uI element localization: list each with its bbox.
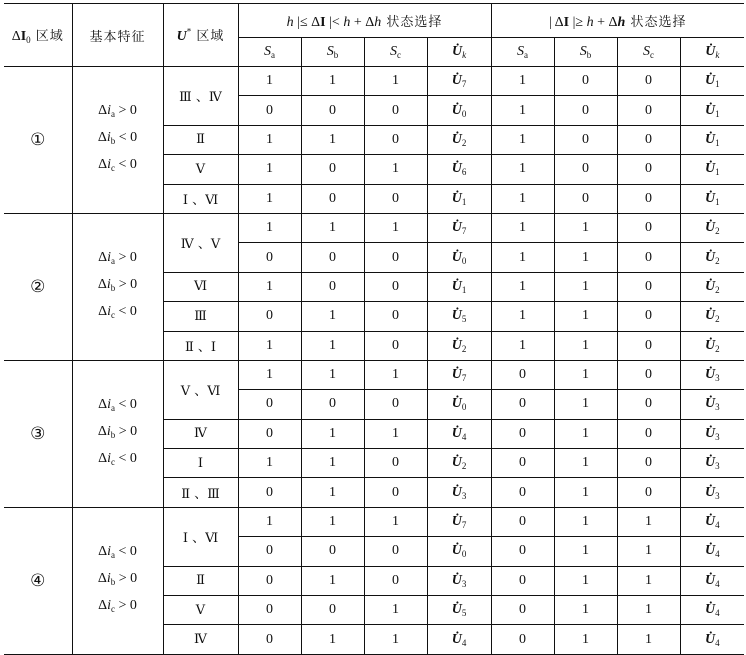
cell-uk: $U̇_1$: [427, 184, 491, 213]
cell-sc: 1: [364, 213, 427, 242]
header-sb: $S_b$: [301, 38, 364, 67]
cell-uk2: $U̇_2$: [680, 243, 744, 272]
cell-sb: 0: [301, 537, 364, 566]
cell-uk: $U̇_2$: [427, 331, 491, 360]
cell-uk: $U̇_5$: [427, 596, 491, 625]
cell-sb: 1: [301, 302, 364, 331]
cell-sa2: 0: [491, 596, 554, 625]
cell-sb: 1: [301, 213, 364, 242]
cell-sb2: 0: [554, 125, 617, 154]
cell-sb2: 0: [554, 155, 617, 184]
cell-sa: 0: [238, 596, 301, 625]
cell-uk: $U̇_4$: [427, 625, 491, 654]
cell-sc2: 0: [617, 360, 680, 389]
cell-uk2: $U̇_2$: [680, 272, 744, 301]
cell-sa2: 1: [491, 213, 554, 242]
cell-sb: 1: [301, 478, 364, 507]
cell-uk2: $U̇_4$: [680, 537, 744, 566]
cell-sa2: 1: [491, 96, 554, 125]
cell-sc: 0: [364, 478, 427, 507]
cell-uk: $U̇_7$: [427, 213, 491, 242]
cell-sc2: 1: [617, 625, 680, 654]
cell-sc2: 0: [617, 419, 680, 448]
cell-sb: 1: [301, 625, 364, 654]
cell-sc2: 1: [617, 507, 680, 536]
cell-sc: 0: [364, 125, 427, 154]
cell-uk2: $U̇_1$: [680, 155, 744, 184]
u-region-cell: Ⅰ 、Ⅵ: [163, 507, 238, 566]
u-region-cell: Ⅳ: [163, 625, 238, 654]
cell-sb: 1: [301, 331, 364, 360]
cell-sa2: 1: [491, 125, 554, 154]
cell-sb: 0: [301, 243, 364, 272]
cell-sc2: 0: [617, 213, 680, 242]
cell-uk2: $U̇_1$: [680, 125, 744, 154]
cell-sc2: 0: [617, 478, 680, 507]
cell-uk: $U̇_2$: [427, 125, 491, 154]
cell-sa2: 0: [491, 449, 554, 478]
u-region-cell: Ⅴ: [163, 155, 238, 184]
cell-sc2: 0: [617, 302, 680, 331]
cell-uk2: $U̇_4$: [680, 566, 744, 595]
cell-sa2: 1: [491, 272, 554, 301]
cell-sb: 0: [301, 96, 364, 125]
cell-sb2: 1: [554, 243, 617, 272]
u-region-cell: Ⅲ: [163, 302, 238, 331]
cell-sb2: 1: [554, 272, 617, 301]
cell-uk: $U̇_3$: [427, 478, 491, 507]
cell-sc: 1: [364, 419, 427, 448]
header-sc: $S_c$: [364, 38, 427, 67]
cell-sa: 1: [238, 331, 301, 360]
cell-sa2: 0: [491, 360, 554, 389]
cell-sa: 1: [238, 213, 301, 242]
cell-sb: 1: [301, 566, 364, 595]
cell-sc2: 0: [617, 155, 680, 184]
cell-sb2: 1: [554, 213, 617, 242]
cell-sc2: 0: [617, 125, 680, 154]
cell-sa: 1: [238, 360, 301, 389]
table-row: [4, 67, 744, 96]
header-u-region: U* 区域: [163, 4, 238, 67]
header-uk2: $U̇_k$: [680, 38, 744, 67]
cell-sa2: 0: [491, 625, 554, 654]
header-group1: h |≤ ΔI |< h + Δh 状态选择: [238, 4, 491, 38]
cell-uk: $U̇_4$: [427, 419, 491, 448]
cell-uk2: $U̇_3$: [680, 419, 744, 448]
cell-sc2: 0: [617, 331, 680, 360]
state-selection-table: [4, 3, 744, 655]
feature-cell: $\Delta i_a > 0$ $\Delta i_b < 0$ $\Delta i_c < 0$: [72, 67, 163, 214]
cell-sa2: 1: [491, 243, 554, 272]
cell-sc: 0: [364, 272, 427, 301]
cell-sb2: 1: [554, 625, 617, 654]
cell-sb2: 1: [554, 566, 617, 595]
feature-cell: $\Delta i_a < 0$ $\Delta i_b > 0$ $\Delta i_c > 0$: [72, 507, 163, 654]
cell-sb2: 1: [554, 419, 617, 448]
cell-sa: 0: [238, 625, 301, 654]
cell-sc2: 0: [617, 272, 680, 301]
u-region-cell: Ⅰ 、Ⅵ: [163, 184, 238, 213]
cell-sa2: 1: [491, 155, 554, 184]
cell-uk2: $U̇_1$: [680, 184, 744, 213]
cell-sb: 0: [301, 184, 364, 213]
u-region-cell: Ⅴ 、Ⅵ: [163, 360, 238, 419]
u-region-cell: Ⅵ: [163, 272, 238, 301]
cell-sb2: 0: [554, 184, 617, 213]
cell-sb2: 1: [554, 331, 617, 360]
cell-sa: 0: [238, 419, 301, 448]
cell-sa: 1: [238, 272, 301, 301]
cell-sc: 1: [364, 596, 427, 625]
cell-sc: 1: [364, 67, 427, 96]
cell-uk2: $U̇_2$: [680, 213, 744, 242]
cell-sc: 0: [364, 243, 427, 272]
cell-sb2: 1: [554, 302, 617, 331]
cell-uk: $U̇_3$: [427, 566, 491, 595]
cell-uk2: $U̇_3$: [680, 449, 744, 478]
cell-sa2: 1: [491, 331, 554, 360]
cell-sb2: 1: [554, 537, 617, 566]
header-sc2: $S_c$: [617, 38, 680, 67]
cell-sa2: 1: [491, 302, 554, 331]
cell-sb2: 0: [554, 96, 617, 125]
u-region-cell: Ⅲ 、Ⅳ: [163, 67, 238, 126]
cell-uk2: $U̇_1$: [680, 96, 744, 125]
cell-uk2: $U̇_1$: [680, 67, 744, 96]
header-uk: $U̇_k$: [427, 38, 491, 67]
cell-sc: 0: [364, 449, 427, 478]
cell-sb: 1: [301, 125, 364, 154]
cell-sc2: 1: [617, 537, 680, 566]
cell-sb2: 1: [554, 390, 617, 419]
region-cell: ②: [4, 213, 72, 360]
cell-sc: 0: [364, 96, 427, 125]
region-cell: ④: [4, 507, 72, 654]
u-region-cell: Ⅱ: [163, 125, 238, 154]
u-region-cell: Ⅳ 、Ⅴ: [163, 213, 238, 272]
cell-sc: 0: [364, 302, 427, 331]
cell-sa: 1: [238, 449, 301, 478]
cell-uk: $U̇_1$: [427, 272, 491, 301]
cell-sa: 0: [238, 537, 301, 566]
u-region-cell: Ⅱ 、Ⅲ: [163, 478, 238, 507]
cell-sc2: 0: [617, 449, 680, 478]
cell-sb2: 1: [554, 478, 617, 507]
cell-sa: 0: [238, 302, 301, 331]
cell-sb: 1: [301, 419, 364, 448]
cell-sa: 0: [238, 243, 301, 272]
cell-uk: $U̇_0$: [427, 243, 491, 272]
cell-uk: $U̇_0$: [427, 96, 491, 125]
cell-sc2: 0: [617, 390, 680, 419]
feature-cell: $\Delta i_a > 0$ $\Delta i_b > 0$ $\Delta i_c < 0$: [72, 213, 163, 360]
cell-uk2: $U̇_3$: [680, 478, 744, 507]
cell-sb2: 0: [554, 67, 617, 96]
table-row: [4, 360, 744, 389]
cell-uk2: $U̇_3$: [680, 360, 744, 389]
cell-sa: 0: [238, 96, 301, 125]
cell-uk: $U̇_2$: [427, 449, 491, 478]
cell-uk2: $U̇_2$: [680, 331, 744, 360]
cell-sc: 1: [364, 360, 427, 389]
cell-sa: 1: [238, 125, 301, 154]
cell-sb: 1: [301, 67, 364, 96]
cell-sc2: 0: [617, 67, 680, 96]
cell-sc2: 0: [617, 184, 680, 213]
cell-uk: $U̇_0$: [427, 537, 491, 566]
cell-sb: 0: [301, 390, 364, 419]
cell-sc: 1: [364, 155, 427, 184]
cell-uk: $U̇_5$: [427, 302, 491, 331]
u-region-cell: Ⅴ: [163, 596, 238, 625]
cell-uk2: $U̇_3$: [680, 390, 744, 419]
cell-sc: 1: [364, 507, 427, 536]
cell-sa2: 0: [491, 537, 554, 566]
feature-cell: $\Delta i_a < 0$ $\Delta i_b > 0$ $\Delta i_c < 0$: [72, 360, 163, 507]
cell-uk2: $U̇_4$: [680, 507, 744, 536]
cell-sb: 1: [301, 360, 364, 389]
u-region-cell: Ⅱ 、Ⅰ: [163, 331, 238, 360]
cell-sc: 1: [364, 625, 427, 654]
table-row: [4, 507, 744, 536]
cell-sc2: 0: [617, 96, 680, 125]
cell-sb: 0: [301, 272, 364, 301]
cell-uk: $U̇_7$: [427, 67, 491, 96]
cell-sc2: 0: [617, 243, 680, 272]
cell-sa2: 1: [491, 67, 554, 96]
cell-sc: 0: [364, 331, 427, 360]
cell-sa: 0: [238, 390, 301, 419]
cell-sa: 0: [238, 566, 301, 595]
cell-uk2: $U̇_2$: [680, 302, 744, 331]
cell-sa2: 0: [491, 419, 554, 448]
header-sa2: $S_a$: [491, 38, 554, 67]
cell-sb2: 1: [554, 449, 617, 478]
cell-sa: 0: [238, 478, 301, 507]
cell-sa2: 0: [491, 390, 554, 419]
header-feature: 基本特征: [72, 4, 163, 67]
cell-sb2: 1: [554, 507, 617, 536]
cell-sc2: 1: [617, 566, 680, 595]
header-sa: $S_a$: [238, 38, 301, 67]
header-sb2: $S_b$: [554, 38, 617, 67]
cell-sa: 1: [238, 184, 301, 213]
cell-sb: 1: [301, 449, 364, 478]
cell-sa: 1: [238, 507, 301, 536]
cell-uk2: $U̇_4$: [680, 596, 744, 625]
cell-sc: 0: [364, 390, 427, 419]
table-row: [4, 213, 744, 242]
cell-uk: $U̇_7$: [427, 507, 491, 536]
cell-sc2: 1: [617, 596, 680, 625]
header-group2: | ΔI |≥ h + Δh 状态选择: [491, 4, 744, 38]
cell-sb2: 1: [554, 596, 617, 625]
cell-sa: 1: [238, 67, 301, 96]
cell-sb: 1: [301, 507, 364, 536]
cell-sa2: 0: [491, 478, 554, 507]
cell-sa2: 1: [491, 184, 554, 213]
cell-sb: 0: [301, 155, 364, 184]
cell-uk: $U̇_6$: [427, 155, 491, 184]
cell-sa2: 0: [491, 566, 554, 595]
u-region-cell: Ⅱ: [163, 566, 238, 595]
cell-sc: 0: [364, 566, 427, 595]
cell-sa: 1: [238, 155, 301, 184]
cell-sb: 0: [301, 596, 364, 625]
cell-uk2: $U̇_4$: [680, 625, 744, 654]
u-region-cell: Ⅳ: [163, 419, 238, 448]
cell-uk: $U̇_0$: [427, 390, 491, 419]
region-cell: ③: [4, 360, 72, 507]
cell-sa2: 0: [491, 507, 554, 536]
cell-uk: $U̇_7$: [427, 360, 491, 389]
header-region: $\Delta I_0$ 区域: [4, 4, 72, 67]
u-region-cell: Ⅰ: [163, 449, 238, 478]
cell-sc: 0: [364, 184, 427, 213]
cell-sb2: 1: [554, 360, 617, 389]
cell-sc: 0: [364, 537, 427, 566]
region-cell: ①: [4, 67, 72, 214]
